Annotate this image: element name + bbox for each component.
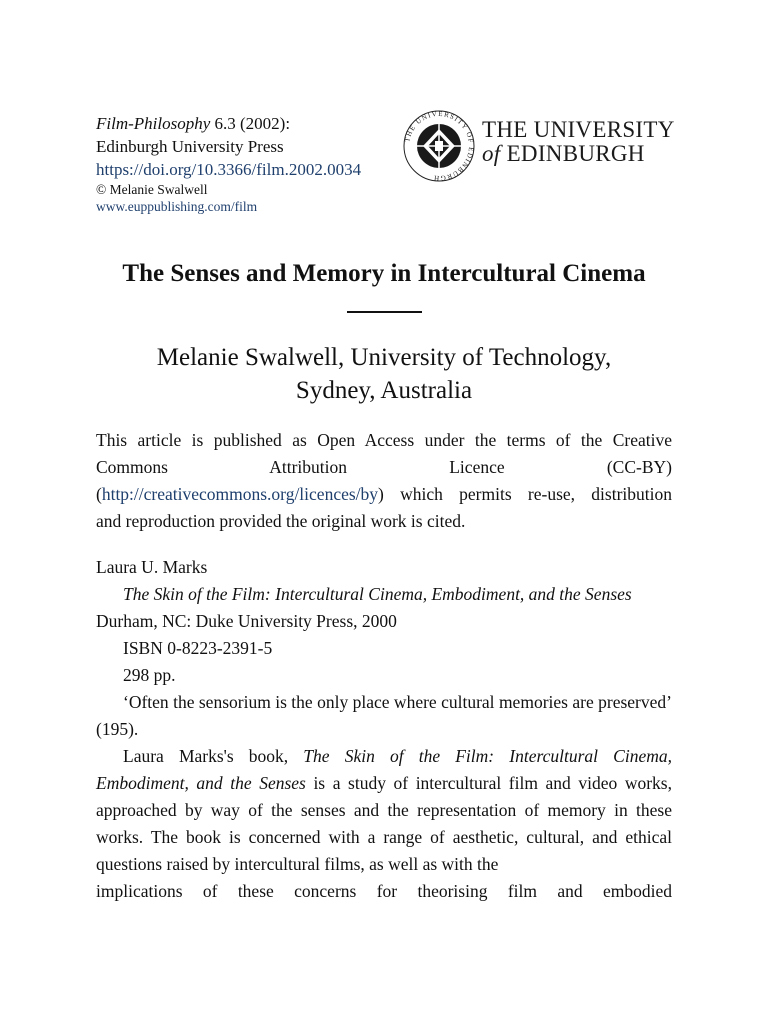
publisher: Edinburgh University Press [96,137,284,156]
book-title: The Skin of the Film: Intercultural Cinema, Embodiment, and the Senses [123,584,632,604]
journal-name: Film-Philosophy [96,114,211,133]
book-author: Laura U. Marks [96,557,208,577]
article-body [96,427,672,905]
author-affiliation: Melanie Swalwell, University of Technology, Sydney, Australia [156,344,612,404]
body-paragraph: Laura Marks's book, The Skin of the Film: Intercultural Cinema, Embodiment, and the Senses is a study of intercultural film and video works, approached by way of the senses and the representation of memory in these works. The book is concerned with a range of aesthetic, cultural, and ethical questions raised by intercultural films, as well as with the [96,746,672,874]
citation-block [96,112,361,215]
university-logo [403,108,673,184]
cc-license-link[interactable]: http://creativecommons.org/licences/by [101,484,379,504]
book-isbn: ISBN 0-8223-2391-5 [123,638,273,658]
book-title-inline: The Skin of the Film: Intercultural Cinema, Embodiment, and the Senses [96,746,672,793]
doi-link[interactable]: https://doi.org/10.3366/film.2002.0034 [96,160,362,179]
title-divider [347,311,422,313]
license-line-4: and reproduction provided the original work is cited. [96,511,466,531]
copyright: © Melanie Swalwell [96,182,208,197]
article-title: The Senses and Memory in Intercultural Cinema [122,260,646,287]
license-line-2: Commons Attribution Licence (CC-BY) [96,457,672,477]
article-header [96,112,676,222]
website-link[interactable]: www.euppublishing.com/film [96,199,258,214]
license-line-1: This article is published as Open Access under the terms of the Creative [96,430,672,450]
book-publisher: Durham, NC: Duke University Press, 2000 [96,611,397,631]
license-line-3: (http://creativecommons.org/licences/by) which permits re-use, distribution [96,484,672,504]
epigraph-quote: ‘Often the sensorium is the only place where cultural memories are preserved’ (195). [96,692,672,739]
university-name: THE UNIVERSITY of EDINBURGH [482,117,675,166]
university-seal-icon [403,110,475,182]
body-paragraph-last-line: implications of these concerns for theorising film and embodied [96,881,672,901]
journal-issue: 6.3 (2002): [210,114,291,133]
svg-text:THE UNIVERSITY OF EDINBURGH: THE UNIVERSITY OF EDINBURGH [403,110,475,182]
book-pages: 298 pp. [123,665,176,685]
